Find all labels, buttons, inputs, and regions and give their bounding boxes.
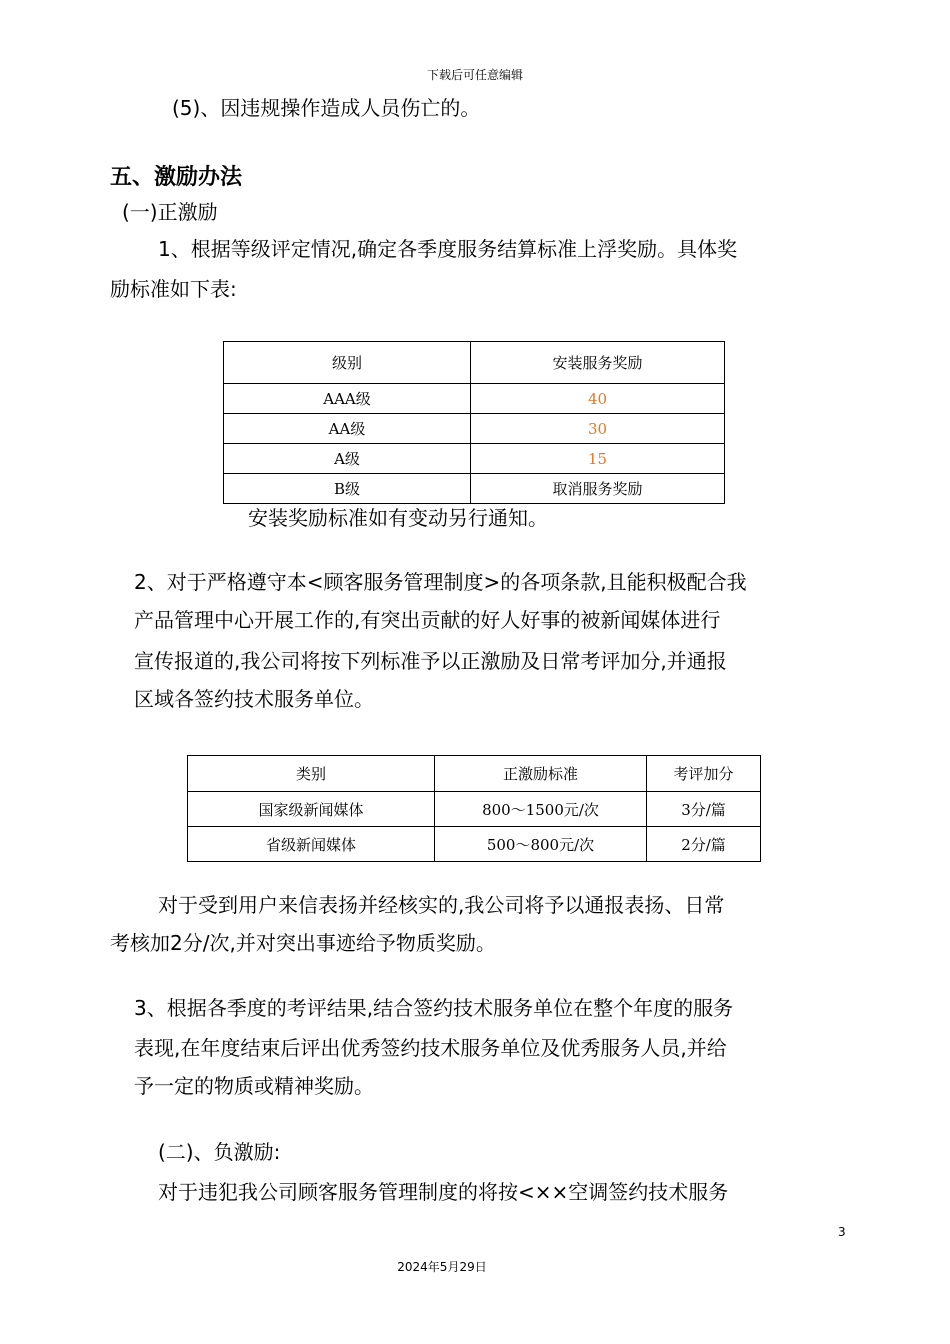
paragraph-4-line-2: 表现,在年度结束后评出优秀签约技术服务单位及优秀服务人员,并给 xyxy=(134,1036,727,1060)
reward-level-table xyxy=(223,341,725,504)
paragraph-2-line-3: 宣传报道的,我公司将按下列标准予以正激励及日常考评加分,并通报 xyxy=(134,649,727,673)
table-header-cell: 类别 xyxy=(188,756,435,792)
paragraph-3-line-1: 对于受到用户来信表扬并经核实的,我公司将予以通报表扬、日常 xyxy=(158,893,725,917)
table-cell: AAA级 xyxy=(224,384,471,414)
table-cell: B级 xyxy=(224,474,471,504)
table-cell: 国家级新闻媒体 xyxy=(188,792,435,827)
table-row xyxy=(188,827,761,862)
paragraph-1-line-1: 1、根据等级评定情况,确定各季度服务结算标准上浮奖励。具体奖 xyxy=(158,237,738,261)
table-row xyxy=(188,792,761,827)
table-cell: 3分/篇 xyxy=(647,792,761,827)
table-row xyxy=(224,474,725,504)
section-title: 五、激励办法 xyxy=(110,165,243,190)
table-row xyxy=(224,414,725,444)
table-row xyxy=(224,444,725,474)
table-header-cell: 正激励标准 xyxy=(435,756,647,792)
table-cell: 800～1500元/次 xyxy=(435,792,647,827)
table-cell: 40 xyxy=(471,384,725,414)
paragraph-4-line-3: 予一定的物质或精神奖励。 xyxy=(134,1074,374,1098)
table-cell: AA级 xyxy=(224,414,471,444)
table-header-row xyxy=(188,756,761,792)
table-cell: 2分/篇 xyxy=(647,827,761,862)
page-number: 3 xyxy=(838,1225,846,1239)
table-header-cell: 考评加分 xyxy=(647,756,761,792)
table-header-row xyxy=(224,342,725,384)
table-cell: 取消服务奖励 xyxy=(471,474,725,504)
subsection-title-positive: (一)正激励 xyxy=(122,200,218,224)
paragraph-2-line-2: 产品管理中心开展工作的,有突出贡献的好人好事的被新闻媒体进行 xyxy=(134,608,721,632)
media-reward-table xyxy=(187,755,761,862)
footer-date: 2024年5月29日 xyxy=(397,1260,487,1274)
table-cell: 省级新闻媒体 xyxy=(188,827,435,862)
paragraph-2-line-4: 区域各签约技术服务单位。 xyxy=(134,687,374,711)
table-header-cell: 级别 xyxy=(224,342,471,384)
table-cell: 500～800元/次 xyxy=(435,827,647,862)
table-note: 安装奖励标准如有变动另行通知。 xyxy=(248,506,548,530)
table-row xyxy=(224,384,725,414)
subsection-title-negative: (二)、负激励: xyxy=(158,1140,281,1164)
paragraph-5-line-1: 对于违犯我公司顾客服务管理制度的将按<××空调签约技术服务 xyxy=(158,1180,729,1204)
table-header-cell: 安装服务奖励 xyxy=(471,342,725,384)
paragraph-4-line-1: 3、根据各季度的考评结果,结合签约技术服务单位在整个年度的服务 xyxy=(134,996,734,1020)
header-note: 下载后可任意编辑 xyxy=(426,68,523,82)
table-cell: 15 xyxy=(471,444,725,474)
table-cell: A级 xyxy=(224,444,471,474)
paragraph-3-line-2: 考核加2分/次,并对突出事迹给予物质奖励。 xyxy=(110,931,496,955)
paragraph-2-line-1: 2、对于严格遵守本<顾客服务管理制度>的各项条款,且能积极配合我 xyxy=(134,570,747,594)
list-item-5: (5)、因违规操作造成人员伤亡的。 xyxy=(172,96,481,120)
paragraph-1-line-2: 励标准如下表: xyxy=(110,277,237,301)
table-cell: 30 xyxy=(471,414,725,444)
